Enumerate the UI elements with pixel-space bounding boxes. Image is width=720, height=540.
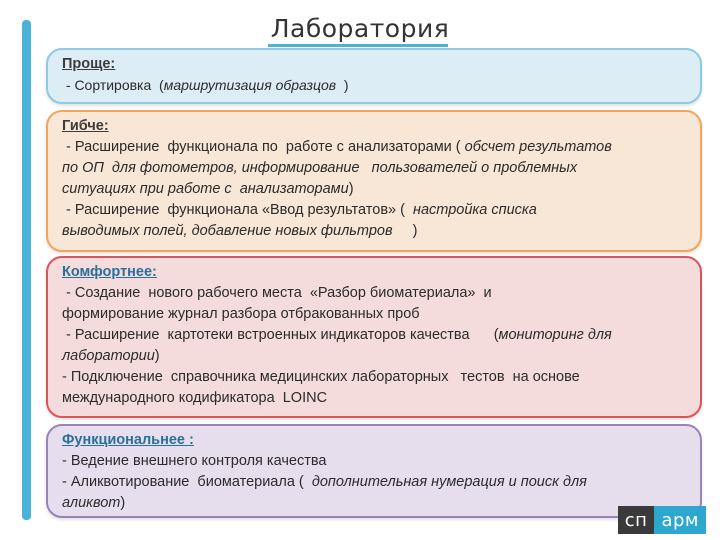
section-line xyxy=(62,367,690,388)
italic-text: аликвот xyxy=(62,495,121,511)
section-line xyxy=(62,388,690,409)
section-line xyxy=(62,493,690,514)
body-text: - Ведение внешнего контроля качества xyxy=(62,453,327,469)
section-body xyxy=(62,451,690,514)
body-text: - Создание нового рабочего места «Разбор биоматериала» и xyxy=(62,285,492,301)
body-text: - Сортировка ( xyxy=(62,77,164,93)
italic-text: ситуациях при работе с анализаторами xyxy=(62,181,349,197)
section-body xyxy=(62,137,690,242)
body-text: формирование журнал разбора отбракованных проб xyxy=(62,306,420,322)
body-text: - Расширение функционала по работе с анализаторами ( xyxy=(62,139,465,155)
body-text: - Подключение справочника медицинских лабораторных тестов на основе xyxy=(62,369,580,385)
section-body xyxy=(62,75,690,96)
body-text: - Аликвотирование биоматериала ( xyxy=(62,474,312,490)
section-card-simpler xyxy=(46,48,702,104)
logo-right-text: арм xyxy=(654,506,706,534)
italic-text: по ОП для фотометров, информирование пользователей о проблемных xyxy=(62,160,578,176)
section-line xyxy=(62,325,690,346)
section-line xyxy=(62,179,690,200)
section-heading: Функциональнее : xyxy=(62,432,194,448)
italic-text: мониторинг для xyxy=(498,327,612,343)
section-heading: Комфортнее: xyxy=(62,264,157,280)
body-text: - Расширение картотеки встроенных индикаторов качества ( xyxy=(62,327,499,343)
section-line xyxy=(62,75,690,96)
logo-left-text: сп xyxy=(618,506,655,534)
body-text: ) xyxy=(154,348,160,364)
italic-text: настройка списка xyxy=(413,202,537,218)
section-line xyxy=(62,451,690,472)
body-text: ) xyxy=(120,495,126,511)
body-text: международного кодификатора LOINC xyxy=(62,390,328,406)
section-card-functional xyxy=(46,424,702,518)
body-text: - Расширение функционала «Ввод результатов» ( xyxy=(62,202,414,218)
section-line xyxy=(62,472,690,493)
italic-text: дополнительная нумерация и поиск для xyxy=(311,474,587,490)
italic-text: маршрутизация образцов xyxy=(163,77,337,93)
section-line xyxy=(62,137,690,158)
body-text: ) xyxy=(392,223,418,239)
left-accent-bar xyxy=(22,20,31,520)
italic-text: лаборатории xyxy=(62,348,155,364)
section-card-comfortable xyxy=(46,256,702,418)
section-card-flexible xyxy=(46,110,702,252)
section-body xyxy=(62,283,690,409)
body-text: ) xyxy=(348,181,354,197)
body-text: ) xyxy=(336,77,349,93)
section-heading: Гибче: xyxy=(62,118,109,134)
title-underline xyxy=(268,44,448,47)
section-line xyxy=(62,200,690,221)
section-line xyxy=(62,304,690,325)
section-heading: Проще: xyxy=(62,56,116,72)
italic-text: обсчет результатов xyxy=(464,139,612,155)
section-line xyxy=(62,346,690,367)
section-line xyxy=(62,283,690,304)
section-line xyxy=(62,221,690,242)
slide-title: Лаборатория xyxy=(270,14,450,43)
company-logo xyxy=(618,506,706,534)
section-line xyxy=(62,158,690,179)
italic-text: выводимых полей, добавление новых фильтров xyxy=(62,223,393,239)
